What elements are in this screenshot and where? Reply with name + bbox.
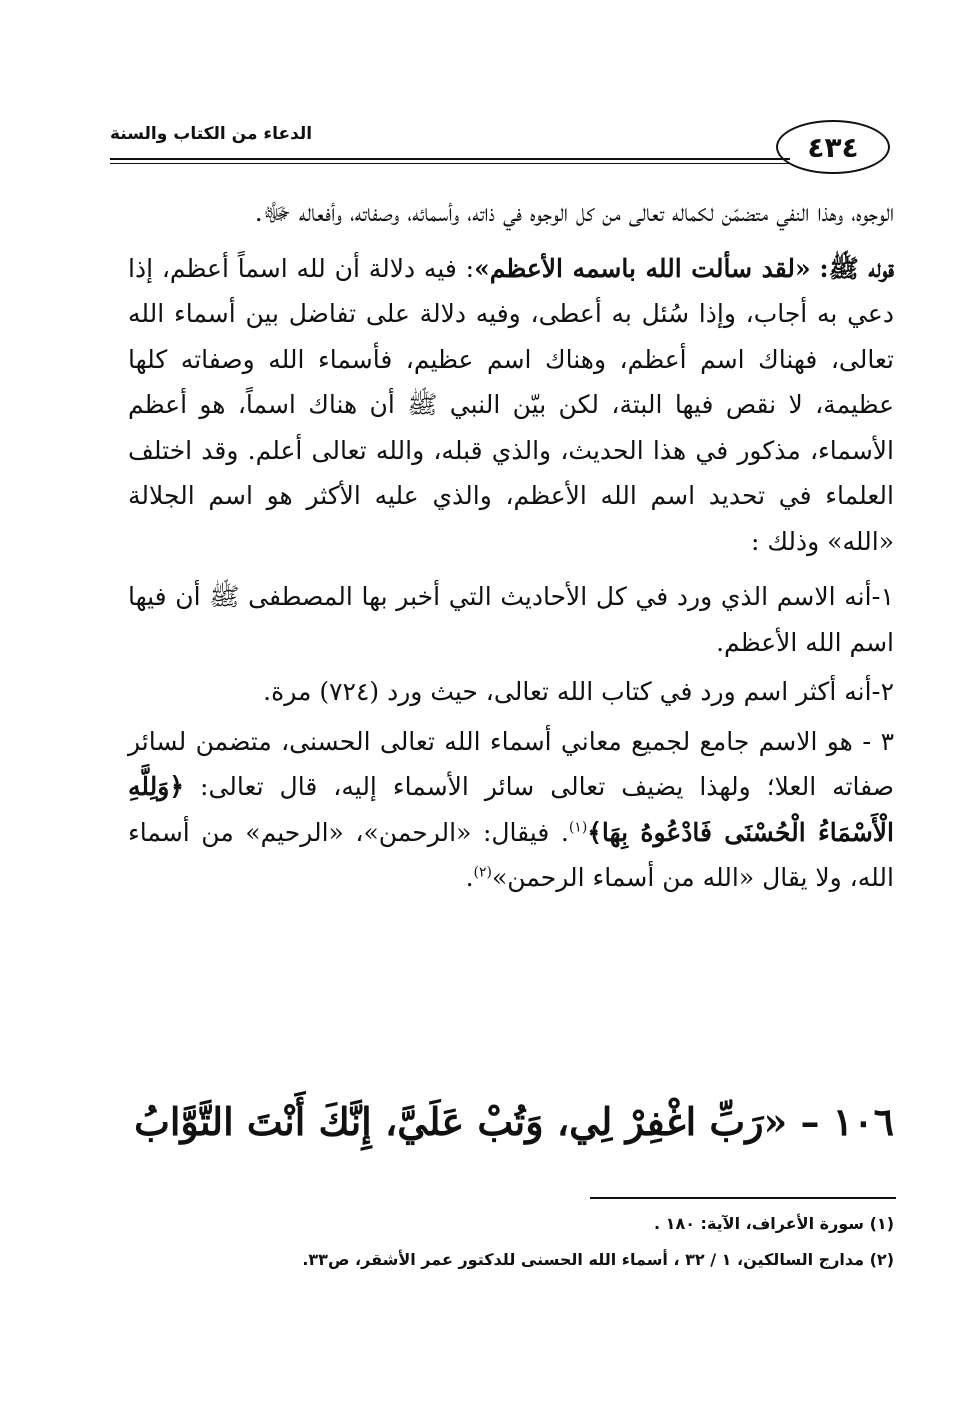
header-rule [110, 158, 790, 160]
list-item-text: أنه أكثر اسم ورد في كتاب الله تعالى، حيث ورد (٧٢٤) مرة. [263, 677, 872, 706]
footnote-ref-2[interactable]: (٢) [473, 864, 493, 881]
paragraph-2 [128, 246, 894, 565]
list-item [128, 574, 894, 665]
heading-text: «رَبِّ اغْفِرْ لِي، وَتُبْ عَلَيَّ، إِنَّكَ أَنْتَ التَّوَّابُ [134, 1099, 788, 1144]
list-item-number: ٢- [871, 677, 894, 706]
footnote-ref-1[interactable]: (١) [568, 819, 588, 836]
running-title: الدعاء من الكتاب والسنة [110, 124, 313, 144]
page-number: ٤٣٤ [776, 120, 890, 174]
page-header [110, 118, 900, 178]
list-item-number: ١- [871, 582, 894, 611]
footnote-2: (٢) مدارج السالكين، ١ / ٣٢ ، أسماء الله الحسنى للدكتور عمر الأشقر، ص٣٣. [302, 1250, 894, 1269]
footnote-rule [590, 1197, 896, 1199]
supplication-heading [128, 1090, 894, 1154]
list-item-text: أنه الاسم الذي ورد في كل الأحاديث التي أخبر بها المصطفى ﷺ أن فيها اسم الله الأعظم. [128, 582, 894, 657]
reasons-list [128, 574, 894, 901]
footnote-1: (١) سورة الأعراف، الآية: ١٨٠ . [654, 1214, 894, 1233]
list-item-number: ٣ - [862, 726, 895, 756]
quran-verse: ﴿وَلِلَّهِ الْأَسْمَاءُ الْحُسْنَى فَادْعُوهُ بِهَا﴾ [128, 772, 894, 847]
header-rule-thin [110, 163, 790, 164]
list-item-text: هو الاسم جامع لجميع معاني أسماء الله تعالى الحسنى، متضمن لسائر صفاته العلا؛ ولهذا يضيف تعالى سائر الأسماء إليه، قال تعالى: [128, 726, 894, 801]
hadith-quote: «لقد سألت الله باسمه الأعظم» [474, 253, 811, 283]
main-text [128, 190, 894, 905]
paragraph-2-label: قوله ﷺ: [819, 253, 895, 283]
list-item [128, 669, 894, 715]
paragraph-2-text: : فيه دلالة أن لله اسماً أعظم، إذا دعي به أجاب، وإذا سُئل به أعطى، وفيه دلالة على تفاضل بين أسماء الله تعالى، فهناك اسم أعظم، وهناك اسم عظيم، فأسماء الله وصفاته كلها عظيمة، لا نقص فيها البتة، لكن بيّن النبي ﷺ أن هناك اسماً، هو أعظم الأسماء، مذكور في هذا الحديث، والذي قبله، والله تعالى أعلم. وقد اختلف العلماء في تحديد اسم الله الأعظم، والذي عليه الأكثر هو اسم الجلالة «الله» وذلك : [128, 253, 894, 556]
list-item-end: . [465, 863, 474, 892]
heading-number: ١٠٦ – [800, 1099, 894, 1144]
list-item [128, 719, 894, 901]
list-item-text-after: . فيقال: «الرحمن»، «الرحيم» من أسماء الله، ولا يقال «الله من أسماء الرحمن» [128, 817, 894, 892]
footnotes [128, 1206, 894, 1278]
paragraph-1: الوجوه، وهذا النفي متضمّن لكماله تعالى من كل الوجوه في ذاته، وأسمائه، وصفاته، وأفعاله ﷻ. [254, 198, 894, 227]
